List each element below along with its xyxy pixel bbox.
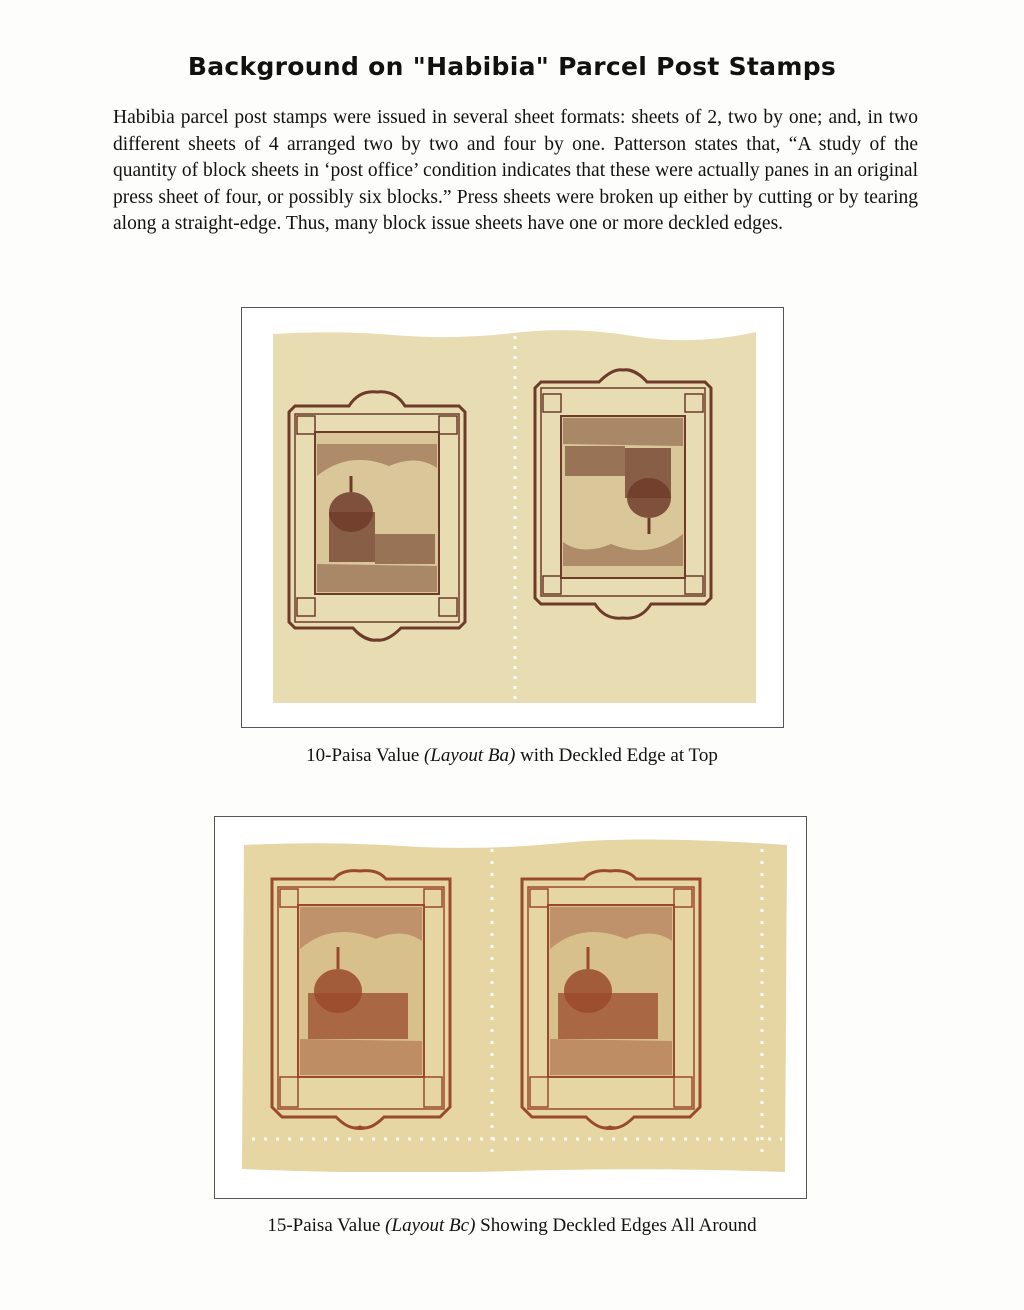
intro-paragraph: Habibia parcel post stamps were issued in several sheet formats: sheets of 2, two by one; and, in two different sheets of 4 arranged two by two and four by one. Patterson states that, “A study of the quantity of block sheets in ‘post office’ condition indicates that these were actually panes in an original press sheet of four, or possibly six blocks.” Press sheets were broken up either by cutting or by tearing along a straight-edge. Thus, many block issue sheets have one or more deckled edges. xyxy=(113,107,918,234)
page-title: Background on "Habibia" Parcel Post Stamps xyxy=(187,52,837,81)
figure-frame-15-paisa xyxy=(214,816,807,1199)
stamp-sheet-10-paisa xyxy=(273,330,756,703)
figure-caption-2: 15-Paisa Value (Layout Bc) Showing Deckled Edges All Around xyxy=(267,1215,757,1236)
figure-frame-10-paisa xyxy=(241,307,784,728)
figure-caption-1: 10-Paisa Value (Layout Ba) with Deckled Edge at Top xyxy=(306,745,718,766)
stamp-sheet-15-paisa xyxy=(242,839,787,1172)
